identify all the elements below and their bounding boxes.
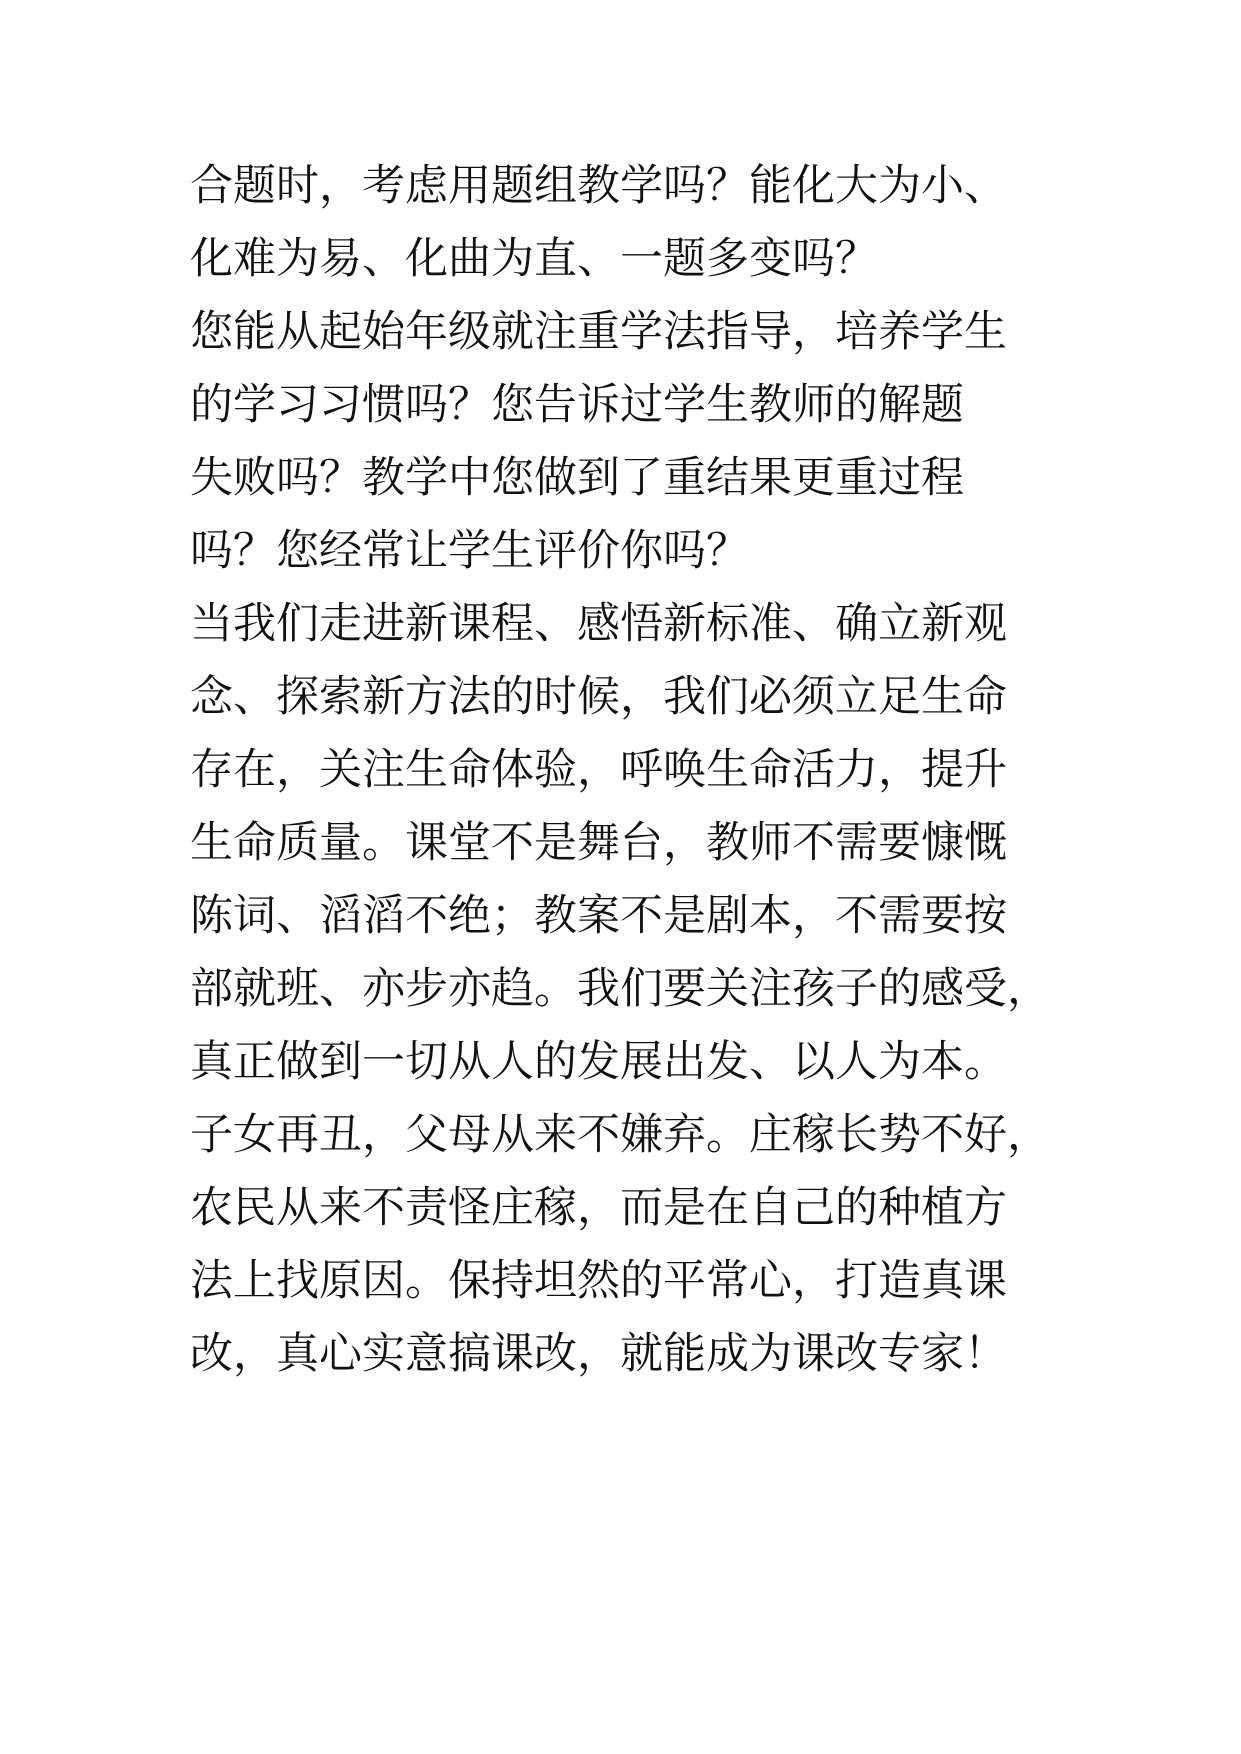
text-line: 您能从起始年级就注重学法指导，培养学生 [190, 307, 1007, 357]
text-line: 部就班、亦步亦趋。我们要关注孩子的感受， [190, 964, 1050, 1014]
text-line: 农民从来不责怪庄稼，而是在自己的种植方 [190, 1183, 1007, 1233]
text-line: 合题时，考虑用题组教学吗？能化大为小、 [190, 161, 1007, 211]
text-line: 陈词、滔滔不绝；教案不是剧本，不需要按 [190, 891, 1007, 941]
text-line: 改，真心实意搞课改，就能成为课改专家！ [190, 1329, 1007, 1379]
text-line: 的学习习惯吗？您告诉过学生教师的解题 [190, 380, 964, 430]
text-line: 化难为易、化曲为直、一题多变吗？ [190, 234, 878, 284]
text-line: 子女再丑，父母从来不嫌弃。庄稼长势不好， [190, 1110, 1050, 1160]
text-line: 失败吗？教学中您做到了重结果更重过程 [190, 453, 964, 503]
text-line: 存在，关注生命体验，呼唤生命活力，提升 [190, 745, 1007, 795]
text-line: 真正做到一切从人的发展出发、以人为本。 [190, 1037, 1007, 1087]
text-line: 当我们走进新课程、感悟新标准、确立新观 [190, 599, 1007, 649]
text-line: 法上找原因。保持坦然的平常心，打造真课 [190, 1256, 1007, 1306]
text-line: 念、探索新方法的时候，我们必须立足生命 [190, 672, 1007, 722]
text-line: 吗？您经常让学生评价你吗？ [190, 526, 749, 576]
text-line: 生命质量。课堂不是舞台，教师不需要慷慨 [190, 818, 1007, 868]
body-text [190, 150, 1090, 1391]
